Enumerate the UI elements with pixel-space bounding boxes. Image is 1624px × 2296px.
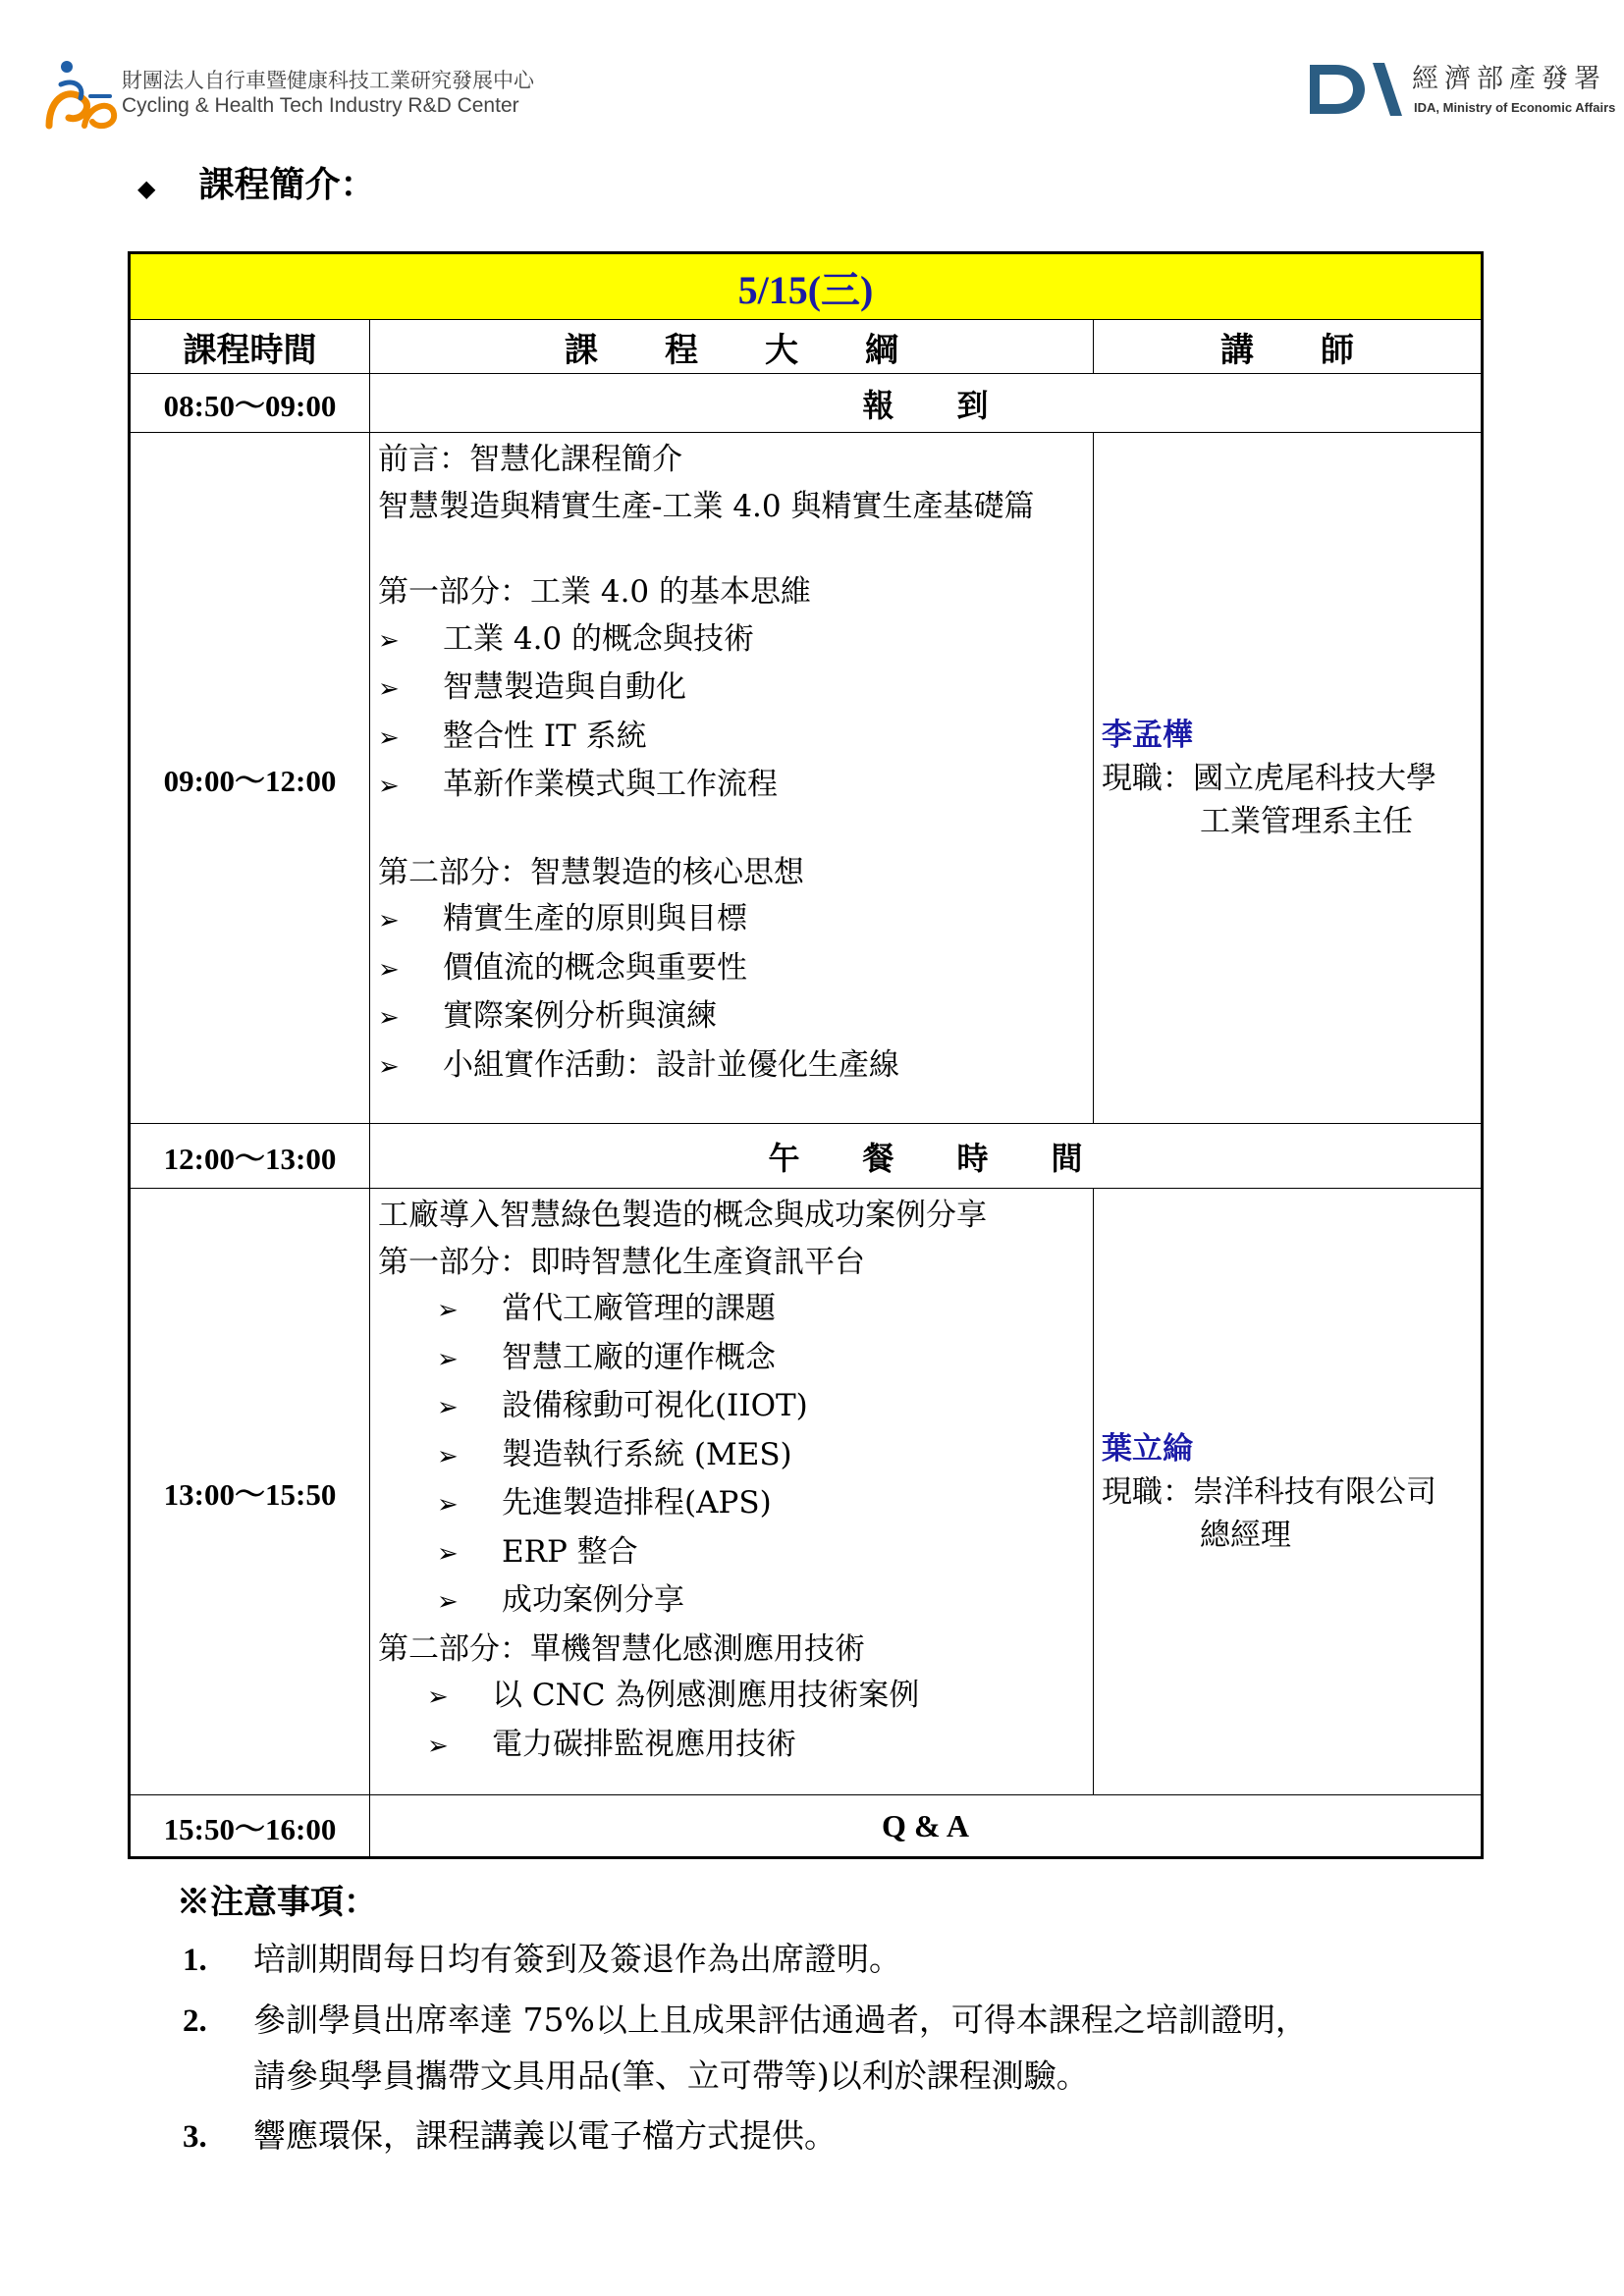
- afternoon-instructor: [1094, 1189, 1483, 1795]
- instructor-title: 現職：國立虎尾科技大學: [1102, 760, 1436, 796]
- instructor-title-2: 工業管理系主任: [1200, 803, 1413, 839]
- header-outline: 課 程 大 綱: [370, 320, 1094, 374]
- arrow-bullet-icon: ➢: [437, 1490, 459, 1520]
- list-item-text: 工業 4.0 的概念與技術: [443, 620, 755, 657]
- note-number: 3.: [183, 2119, 207, 2155]
- morning-part2: 第二部分：智慧製造的核心思想: [378, 854, 804, 890]
- schedule-table: [128, 251, 1484, 1859]
- org-logo-icon: [41, 57, 118, 135]
- ida-name-zh: 經濟部產發署: [1412, 64, 1606, 94]
- lunch-row: [130, 1124, 1483, 1189]
- note-text-continued: 請參與學員攜帶文具用品(筆、立可帶等)以利於課程測驗。: [253, 2056, 1089, 2095]
- arrow-bullet-icon: ➢: [427, 1731, 449, 1761]
- qa-label: Q & A: [370, 1795, 1483, 1858]
- list-item-text: 先進製造排程(APS): [502, 1485, 772, 1521]
- afternoon-outline: [370, 1189, 1094, 1795]
- note-item: [183, 2109, 837, 2164]
- list-item: [378, 1383, 1087, 1432]
- arrow-bullet-icon: ➢: [437, 1587, 459, 1617]
- arrow-bullet-icon: ➢: [378, 1051, 400, 1082]
- section-title-text: 課程簡介：: [198, 164, 376, 205]
- schedule-date: 5/15(三): [130, 253, 1483, 320]
- list-item: [378, 1042, 1087, 1092]
- list-item: [378, 1722, 1087, 1771]
- org-header: [41, 57, 552, 135]
- instructor-title: 現職：崇洋科技有限公司: [1102, 1473, 1436, 1510]
- arrow-bullet-icon: ➢: [437, 1538, 459, 1569]
- list-item-text: 當代工廠管理的課題: [502, 1291, 776, 1326]
- list-item-text: 革新作業模式與工作流程: [443, 767, 778, 802]
- morning-intro: 前言：智慧化課程簡介: [378, 442, 682, 477]
- note-item: [183, 1993, 1308, 2104]
- morning-time: 09:00～12:00: [130, 433, 370, 1124]
- list-item: [378, 1529, 1087, 1578]
- checkin-time: 08:50～09:00: [130, 374, 370, 433]
- list-item: [378, 1480, 1087, 1529]
- diamond-bullet-icon: ◆: [137, 173, 156, 202]
- note-number: 2.: [183, 2003, 207, 2039]
- list-item-text: 設備稼動可視化(IIOT): [502, 1388, 808, 1423]
- list-item: [378, 1335, 1087, 1384]
- list-item: [378, 945, 1087, 994]
- list-item: [378, 714, 1087, 763]
- list-item: [378, 1432, 1087, 1481]
- list-item: [378, 993, 1087, 1042]
- note-text: 響應環保，課程講義以電子檔方式提供。: [253, 2116, 837, 2155]
- checkin-row: [130, 374, 1483, 433]
- afternoon-time: 13:00～15:50: [130, 1189, 370, 1795]
- checkin-label: 報 到: [370, 374, 1483, 433]
- section-title: [137, 157, 375, 207]
- morning-row: [130, 433, 1483, 1124]
- note-item: [183, 1932, 901, 1988]
- lunch-time: 12:00～13:00: [130, 1124, 370, 1189]
- morning-title: 智慧製造與精實生產-工業 4.0 與精實生產基礎篇: [378, 488, 1035, 524]
- afternoon-row: [130, 1189, 1483, 1795]
- arrow-bullet-icon: ➢: [378, 1003, 400, 1033]
- list-item-text: 製造執行系統 (MES): [502, 1436, 792, 1472]
- ida-logo-icon: [1306, 55, 1404, 124]
- qa-row: [130, 1795, 1483, 1858]
- header-row: [130, 320, 1483, 374]
- header-time: 課程時間: [130, 320, 370, 374]
- list-item-text: 精實生產的原則與目標: [443, 901, 747, 936]
- note-text: 參訓學員出席率達 75%以上且成果評估通過者，可得本課程之培訓證明，: [253, 2001, 1308, 2039]
- list-item: [378, 762, 1087, 811]
- instructor-name: 葉立綸: [1102, 1430, 1193, 1467]
- note-text: 培訓期間每日均有簽到及簽退作為出席證明。: [253, 1940, 901, 1978]
- ida-name-en: IDA, Ministry of Economic Affairs: [1414, 100, 1616, 115]
- arrow-bullet-icon: ➢: [437, 1441, 459, 1471]
- list-item-text: 成功案例分享: [502, 1582, 684, 1618]
- morning-part1: 第一部分：工業 4.0 的基本思維: [378, 574, 812, 610]
- list-item: [378, 1577, 1087, 1627]
- arrow-bullet-icon: ➢: [378, 625, 400, 656]
- lunch-label: 午 餐 時 間: [370, 1124, 1483, 1189]
- list-item-text: 智慧工廠的運作概念: [502, 1339, 776, 1375]
- arrow-bullet-icon: ➢: [378, 954, 400, 985]
- arrow-bullet-icon: ➢: [437, 1393, 459, 1422]
- list-item-text: 電力碳排監視應用技術: [492, 1726, 796, 1762]
- list-item-text: ERP 整合: [502, 1533, 638, 1570]
- afternoon-title: 工廠導入智慧綠色製造的概念與成功案例分享: [378, 1198, 987, 1233]
- arrow-bullet-icon: ➢: [427, 1682, 449, 1712]
- list-item: [378, 896, 1087, 945]
- note-number: 1.: [183, 1943, 207, 1978]
- instructor-title-2: 總經理: [1200, 1517, 1291, 1553]
- list-item-text: 小組實作活動：設計並優化生產線: [443, 1046, 899, 1083]
- ida-header: [1306, 55, 1616, 133]
- org-name-en: Cycling & Health Tech Industry R&D Center: [122, 94, 519, 117]
- date-row: [130, 253, 1483, 320]
- list-item-text: 智慧製造與自動化: [443, 669, 686, 705]
- instructor-name: 李孟樺: [1102, 717, 1193, 753]
- arrow-bullet-icon: ➢: [378, 674, 400, 704]
- afternoon-part1: 第一部分：即時智慧化生產資訊平台: [378, 1244, 865, 1280]
- list-item-text: 價值流的概念與重要性: [443, 949, 747, 986]
- arrow-bullet-icon: ➢: [378, 772, 400, 801]
- list-item-text: 以 CNC 為例感測應用技術案例: [492, 1678, 920, 1713]
- arrow-bullet-icon: ➢: [378, 722, 400, 753]
- list-item-text: 整合性 IT 系統: [443, 718, 647, 754]
- arrow-bullet-icon: ➢: [437, 1296, 459, 1325]
- arrow-bullet-icon: ➢: [437, 1344, 459, 1374]
- list-item: [378, 616, 1087, 666]
- list-item: [378, 665, 1087, 714]
- list-item: [378, 1673, 1087, 1722]
- arrow-bullet-icon: ➢: [378, 906, 400, 935]
- org-name-zh: 財團法人自行車暨健康科技工業研究發展中心: [122, 69, 534, 92]
- morning-instructor: [1094, 433, 1483, 1124]
- header-instructor: 講 師: [1094, 320, 1483, 374]
- morning-outline: [370, 433, 1094, 1124]
- qa-time: 15:50～16:00: [130, 1795, 370, 1858]
- afternoon-part2: 第二部分：單機智慧化感測應用技術: [378, 1630, 865, 1667]
- list-item-text: 實際案例分析與演練: [443, 998, 717, 1034]
- notes-title: ※注意事項：: [177, 1883, 377, 1922]
- list-item: [378, 1286, 1087, 1335]
